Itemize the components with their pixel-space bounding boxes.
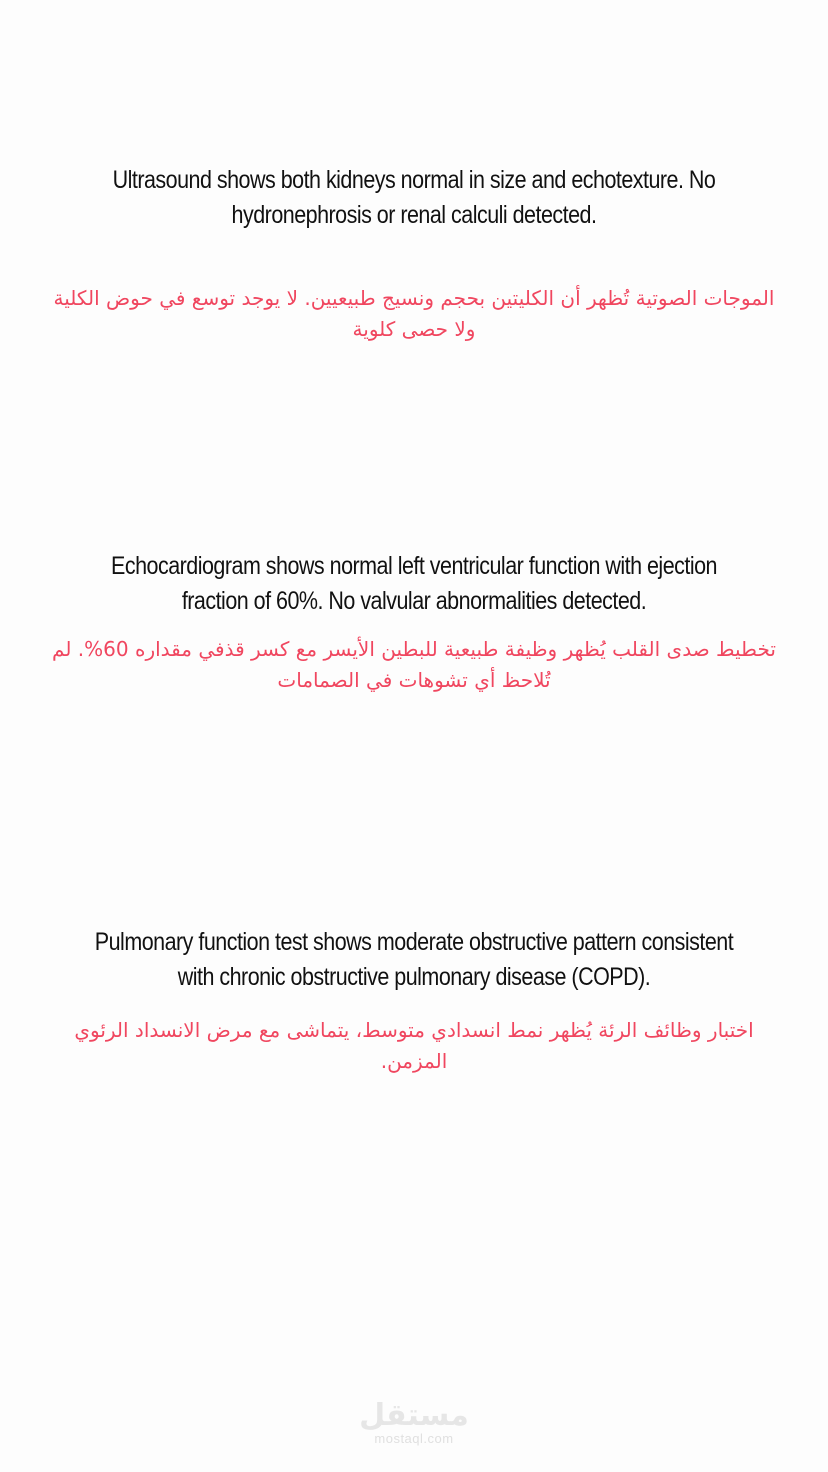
watermark-arabic-text: مستقل — [359, 1398, 469, 1433]
ultrasound-finding-english: Ultrasound shows both kidneys normal in size and echotexture. No hydronephrosis or renal calculi detected. — [112, 166, 716, 229]
pulmonary-function-finding-english: Pulmonary function test shows moderate obstructive pattern consistent with chronic obstructive pulmonary disease (COPD). — [94, 928, 734, 991]
watermark-latin-text: mostaql.com — [374, 1431, 454, 1446]
ultrasound-finding-arabic: الموجات الصوتية تُظهر أن الكليتين بحجم ونسيج طبيعيين. لا يوجد توسع في حوض الكلية ولا حصى كلوية — [53, 286, 775, 341]
mostaql-watermark-logo — [340, 1400, 488, 1446]
echocardiogram-finding-arabic: تخطيط صدى القلب يُظهر وظيفة طبيعية للبطين الأيسر مع كسر قذفي مقداره 60%. لم تُلاحظ أي تشوهات في الصمامات — [52, 637, 776, 692]
echocardiogram-finding-english: Echocardiogram shows normal left ventricular function with ejection fraction of 60%. No valvular abnormalities detected. — [111, 552, 717, 615]
pulmonary-function-finding-arabic: اختبار وظائف الرئة يُظهر نمط انسدادي متوسط، يتماشى مع مرض الانسداد الرئوي المزمن. — [74, 1018, 754, 1073]
